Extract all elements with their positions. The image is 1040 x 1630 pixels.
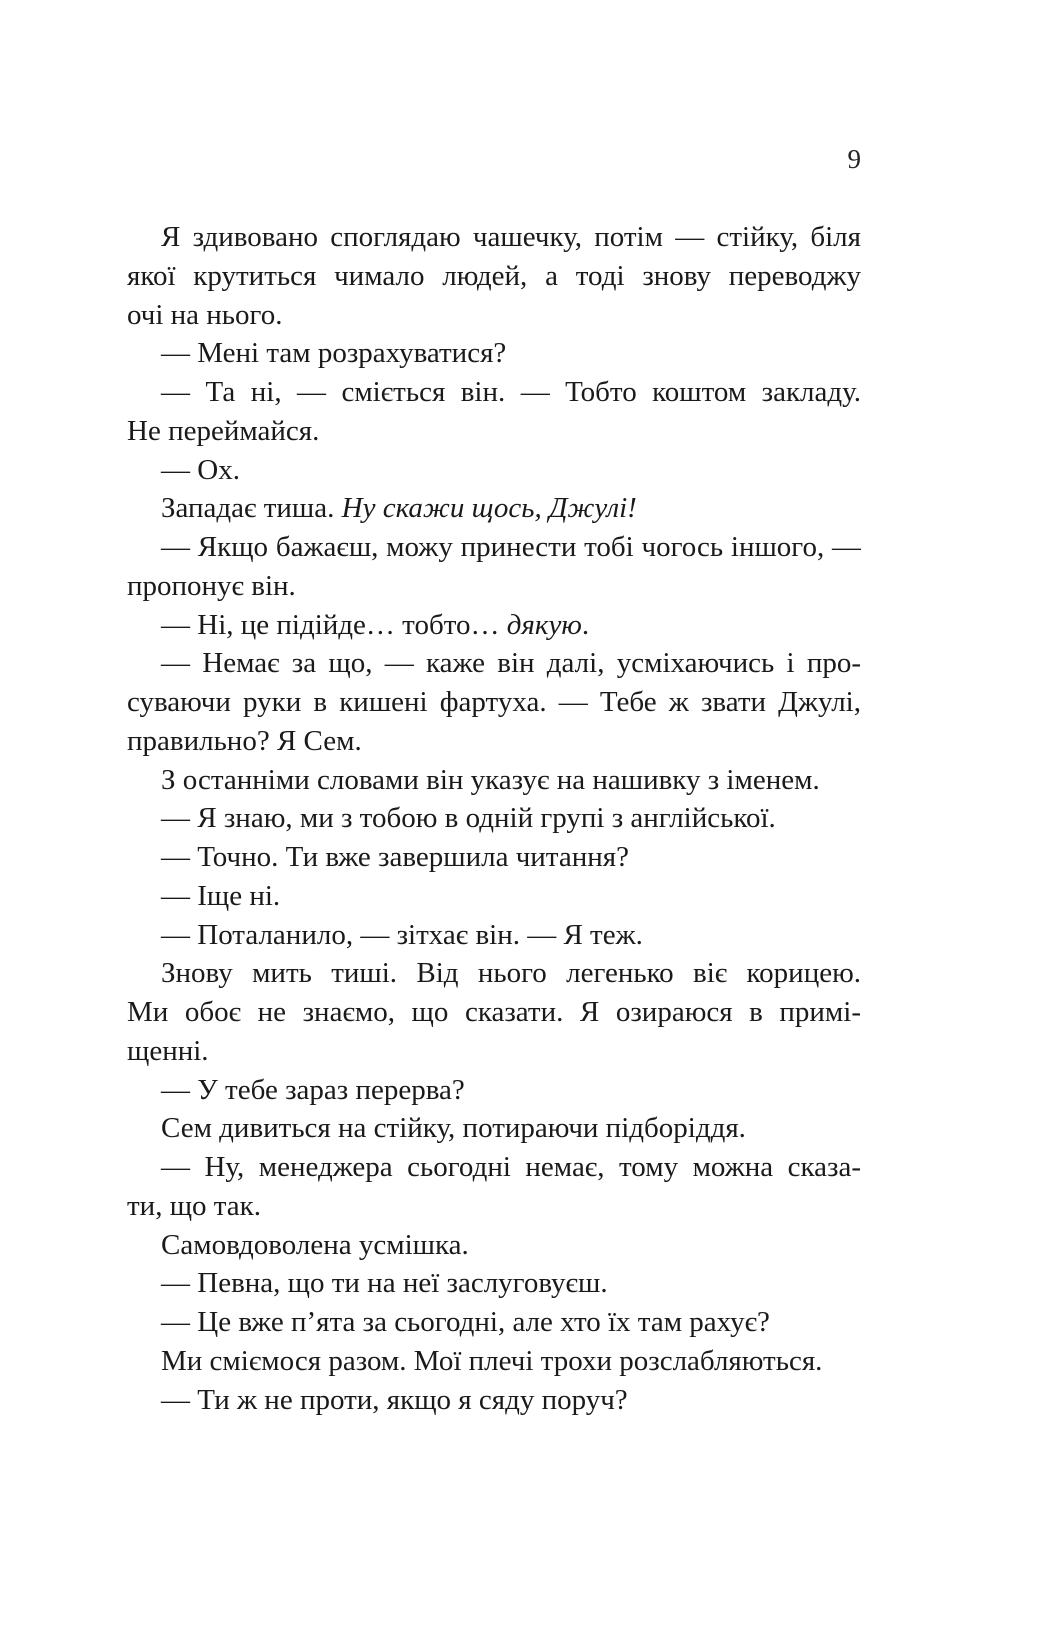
- text-line: [127, 218, 861, 257]
- text-segment: — Якщо бажаєш, можу принести тобі чогось іншого, —: [161, 531, 861, 563]
- text-line: [127, 954, 861, 993]
- text-segment: — Поталанило, — зітхає він. — Я теж.: [161, 918, 643, 951]
- text-line: [127, 528, 861, 567]
- text-segment: очі на нього.: [127, 298, 283, 331]
- text-segment: — Ну, менеджера сьогодні немає, тому можна сказа-: [161, 1151, 861, 1183]
- text-line: [127, 644, 861, 683]
- text-line: [127, 877, 861, 916]
- text-segment: .: [581, 608, 590, 641]
- text-segment: — Іще ні.: [161, 879, 281, 912]
- text-line: [127, 838, 861, 877]
- text-line: [127, 1303, 861, 1342]
- text-segment: — Певна, що ти на неї заслуговуєш.: [161, 1267, 608, 1300]
- text-segment: Самовдоволена усмішка.: [161, 1228, 469, 1261]
- text-segment: Знову мить тиші. Від нього легенько віє корицею.: [161, 957, 861, 990]
- page-number: 9: [847, 144, 861, 174]
- text-line: [127, 916, 861, 955]
- text-segment-italic: Ну скажи щось, Джулі!: [341, 492, 637, 525]
- text-segment: — Немає за що, — каже він далі, усміхаючись і про-: [161, 647, 861, 680]
- text-block: [127, 218, 861, 1419]
- text-segment: правильно? Я Сем.: [127, 724, 362, 757]
- text-segment: суваючи руки в кишені фартуха. — Тебе ж звати Джулі,: [127, 686, 861, 718]
- text-line: [127, 1148, 861, 1187]
- text-line: [127, 412, 861, 451]
- text-line: [127, 1071, 861, 1110]
- text-line: [127, 1187, 861, 1226]
- text-line: [127, 1264, 861, 1303]
- text-segment: Сем дивиться на стійку, потираючи підборіддя.: [161, 1112, 746, 1145]
- text-line: [127, 1342, 861, 1381]
- text-segment: Не переймайся.: [127, 414, 320, 447]
- text-line: [127, 567, 861, 606]
- text-segment: Я здивовано споглядаю чашечку, потім — стійку, біля: [161, 221, 861, 253]
- text-line: [127, 799, 861, 838]
- text-segment: З останніми словами він указує на нашивку з іменем.: [161, 763, 820, 796]
- text-segment: Ми сміємося разом. Мої плечі трохи розслабляються.: [161, 1344, 823, 1377]
- text-line: [127, 489, 861, 528]
- text-line: [127, 296, 861, 335]
- text-line: [127, 683, 861, 722]
- text-line: [127, 1381, 861, 1420]
- text-segment: — У тебе зараз перерва?: [161, 1073, 465, 1106]
- text-segment: ти, що так.: [127, 1189, 262, 1222]
- text-segment: — Ні, це підійде… тобто…: [161, 608, 507, 641]
- text-segment: — Ти ж не проти, якщо я сяду поруч?: [161, 1383, 628, 1416]
- text-line: [127, 1109, 861, 1148]
- text-segment-italic: дякую: [506, 608, 582, 641]
- text-line: [127, 451, 861, 490]
- text-line: [127, 373, 861, 412]
- text-segment: Ми обоє не знаємо, що сказати. Я озираюся в примі-: [127, 996, 861, 1028]
- text-segment: щенні.: [127, 1034, 209, 1067]
- text-segment: якої крутиться чимало людей, а тоді знову переводжу: [127, 259, 861, 292]
- text-segment: — Я знаю, ми з тобою в одній групі з англійської.: [161, 802, 776, 835]
- text-line: [127, 257, 861, 296]
- text-segment: — Мені там розрахуватися?: [161, 337, 507, 370]
- text-segment: — Це вже п’ята за сьогодні, але хто їх там рахує?: [161, 1306, 770, 1338]
- text-segment: пропонує він.: [127, 569, 296, 602]
- text-line: [127, 606, 861, 645]
- text-line: [127, 722, 861, 761]
- text-segment: — Ох.: [161, 453, 240, 486]
- text-line: [127, 334, 861, 373]
- text-line: [127, 761, 861, 800]
- text-segment: — Та ні, — сміється він. — Тобто коштом закладу.: [161, 376, 861, 408]
- text-segment: Западає тиша.: [161, 492, 342, 525]
- text-line: [127, 993, 861, 1032]
- text-segment: — Точно. Ти вже завершила читання?: [161, 841, 629, 873]
- text-line: [127, 1226, 861, 1265]
- text-line: [127, 1032, 861, 1071]
